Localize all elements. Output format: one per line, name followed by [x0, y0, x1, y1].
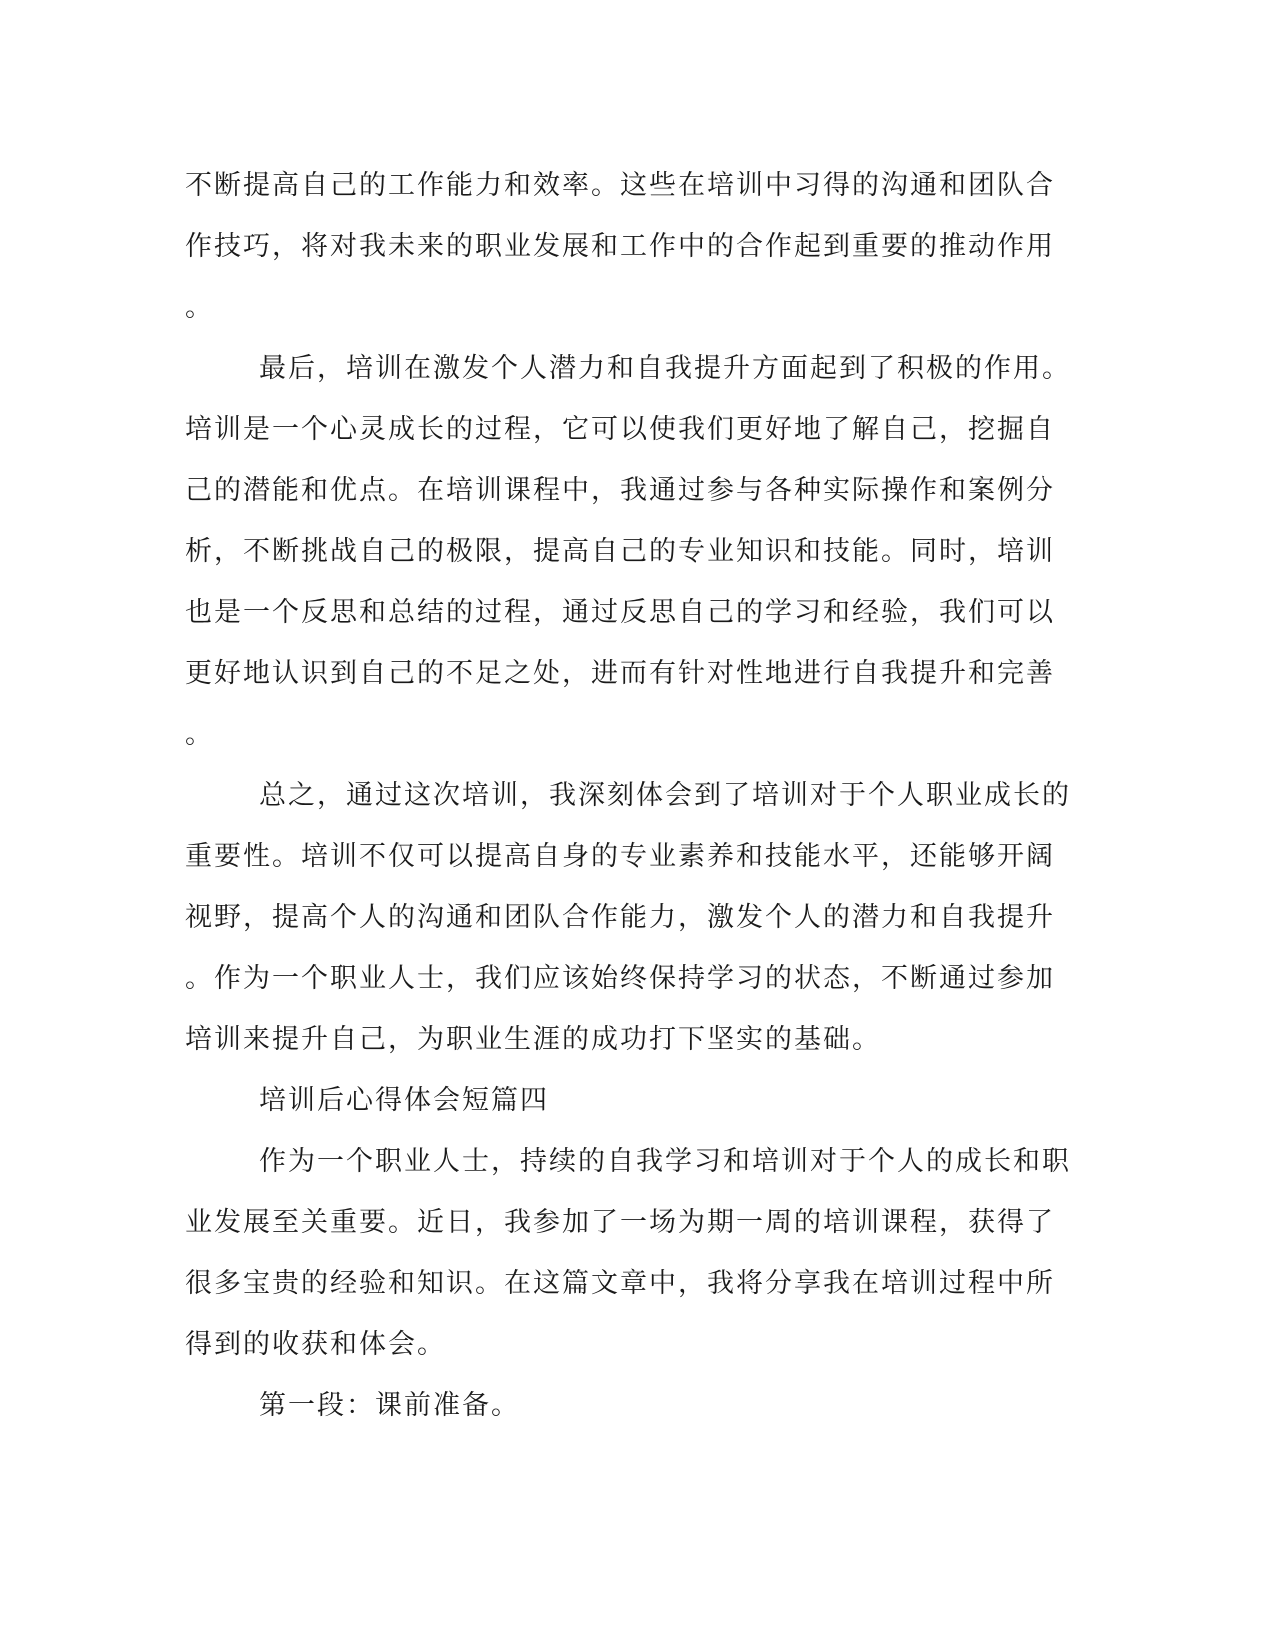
text-line: 培训是一个心灵成长的过程，它可以使我们更好地了解自己，挖掘自: [185, 414, 1055, 445]
text-line: 。: [185, 719, 214, 750]
text-line: 得到的收获和体会。: [185, 1329, 446, 1360]
text-line: 总之，通过这次培训，我深刻体会到了培训对于个人职业成长的: [259, 780, 1071, 811]
text-line: 很多宝贵的经验和知识。在这篇文章中，我将分享我在培训过程中所: [185, 1268, 1055, 1299]
text-line: 培训后心得体会短篇四: [259, 1085, 549, 1116]
text-line: 。: [185, 292, 214, 323]
text-line: 。作为一个职业人士，我们应该始终保持学习的状态，不断通过参加: [185, 963, 1055, 994]
text-line: 培训来提升自己，为职业生涯的成功打下坚实的基础。: [185, 1024, 881, 1055]
text-line: 作技巧，将对我未来的职业发展和工作中的合作起到重要的推动作用: [185, 231, 1055, 262]
text-line: 作为一个职业人士，持续的自我学习和培训对于个人的成长和职: [259, 1146, 1071, 1177]
text-line: 己的潜能和优点。在培训课程中，我通过参与各种实际操作和案例分: [185, 475, 1055, 506]
text-line: 重要性。培训不仅可以提高自身的专业素养和技能水平，还能够开阔: [185, 841, 1055, 872]
text-line: 析，不断挑战自己的极限，提高自己的专业知识和技能。同时，培训: [185, 536, 1055, 567]
text-line: 也是一个反思和总结的过程，通过反思自己的学习和经验，我们可以: [185, 597, 1055, 628]
document-body: [185, 155, 1075, 1436]
text-line: 业发展至关重要。近日，我参加了一场为期一周的培训课程，获得了: [185, 1207, 1055, 1238]
text-line: 第一段：课前准备。: [259, 1390, 520, 1421]
text-line: 不断提高自己的工作能力和效率。这些在培训中习得的沟通和团队合: [185, 170, 1055, 201]
text-line: 视野，提高个人的沟通和团队合作能力，激发个人的潜力和自我提升: [185, 902, 1055, 933]
text-line: 最后，培训在激发个人潜力和自我提升方面起到了积极的作用。: [259, 353, 1071, 384]
text-line: 更好地认识到自己的不足之处，进而有针对性地进行自我提升和完善: [185, 658, 1055, 689]
